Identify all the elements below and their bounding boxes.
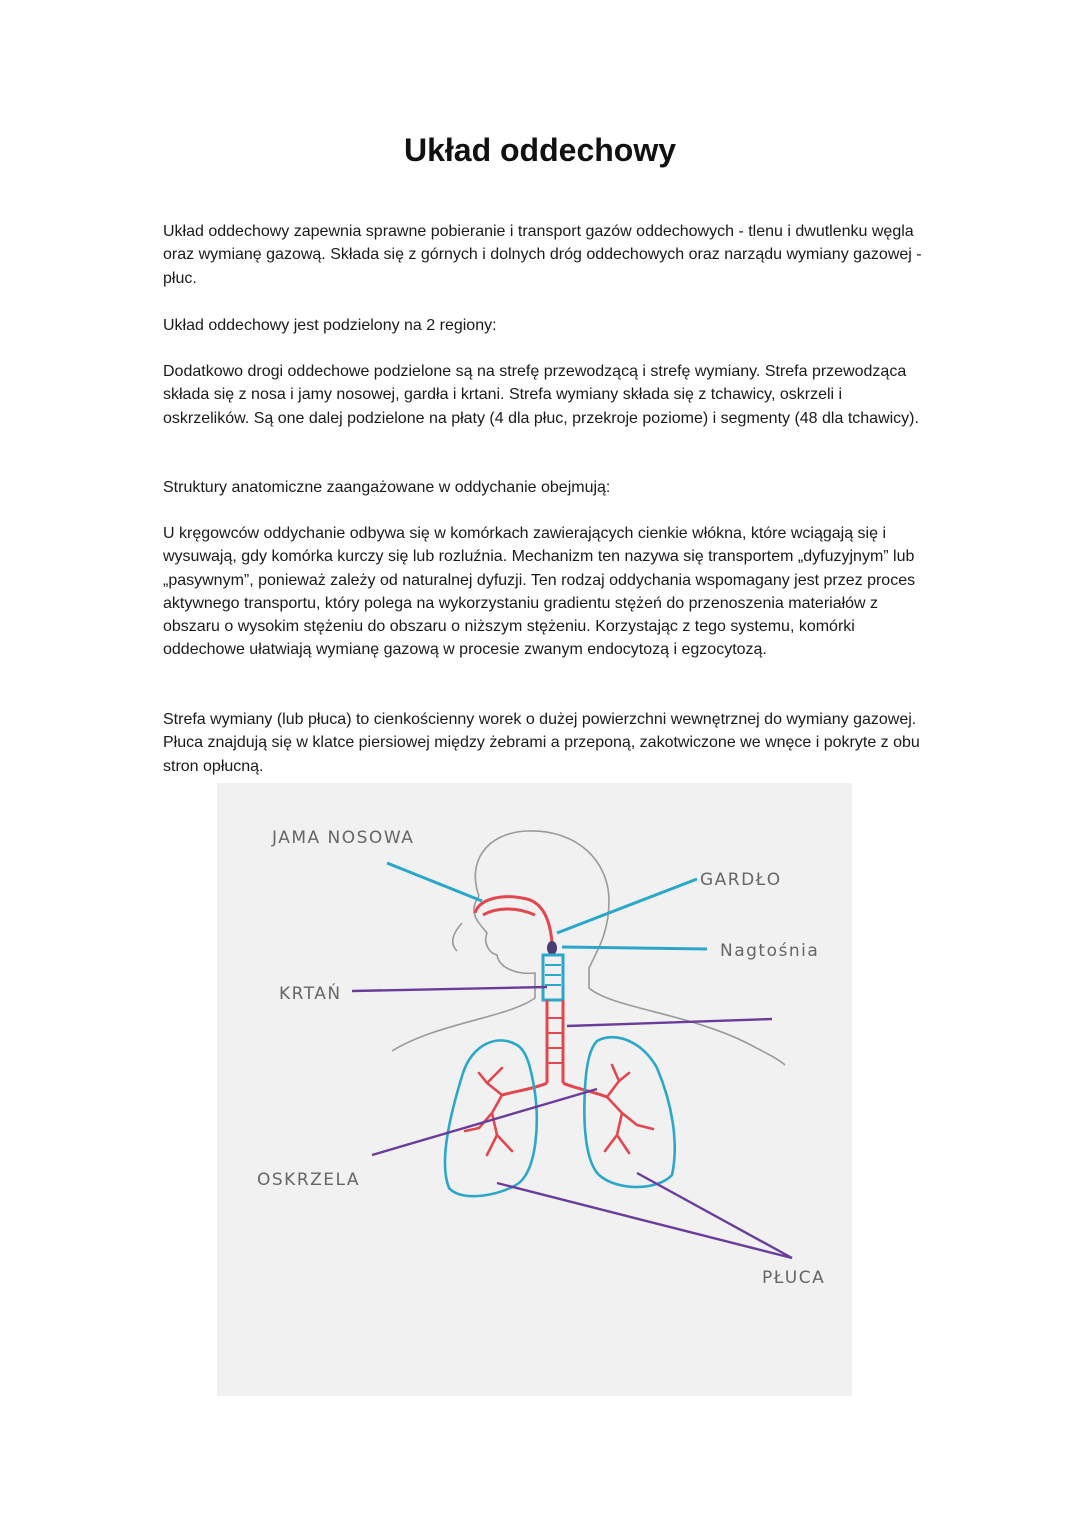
pointer-lines-purple: [352, 987, 792, 1258]
bronchi-branches: [465, 1065, 653, 1155]
paragraph-regions: Układ oddechowy jest podzielony na 2 regiony:: [163, 317, 497, 334]
label-gardlo: GARDŁO: [700, 870, 782, 890]
paragraph-exchange-zone: Strefa wymiany (lub płuca) to cienkościenny worek o dużej powierzchni wewnętrznej do wymiany gazowej. Płuca znajdują się w klatce piersiowej między żebrami a przeponą, zakotwiczone we wnęce i pokryte z obu stron opłucną.: [163, 711, 920, 775]
label-nagtosnia: Nagtośnia: [720, 941, 820, 961]
label-oskrzela: OSKRZELA: [257, 1170, 361, 1190]
paragraph-vertebrates: U kręgowców oddychanie odbywa się w komórkach zawierających cienkie włókna, które wciągają się i wysuwają, gdy komórka kurczy się lub rozluźnia. Mechanizm ten nazywa się transportem „dyfuzyjnym” lub „pasywnym”, ponieważ zależy od naturalnej dyfuzji. Ten rodzaj oddychania wspomagany jest przez proces aktywnego transportu, który polega na wykorzystaniu gradientu stężeń do przenoszenia materiałów z obszaru o wysokim stężeniu do obszaru o niższym stężeniu. Korzystając z tego systemu, komórki oddechowe ułatwiają wymianę gazową w procesie zwanym endocytozą i egzocytozą.: [163, 525, 916, 659]
paragraph-structures: Struktury anatomiczne zaangażowane w oddychanie obejmują:: [163, 479, 611, 496]
page-title: Układ oddechowy: [403, 132, 677, 168]
pointer-lines-cyan: [387, 863, 707, 949]
larynx-rings: [545, 965, 561, 985]
label-pluca: PŁUCA: [762, 1268, 826, 1288]
epiglottis-shape: [547, 941, 557, 955]
label-krtan: KRTAŃ: [279, 984, 342, 1004]
paragraph-intro: Układ oddechowy zapewnia sprawne pobieranie i transport gazów oddechowych - tlenu i dwutlenku węgla oraz wymianę gazową. Składa się z górnych i dolnych dróg oddechowych oraz narządu wymiany gazowej - płuc.: [163, 223, 922, 287]
respiratory-system-drawing: [217, 783, 852, 1396]
drawing-canvas: [217, 783, 852, 1396]
lungs-outline: [445, 1037, 675, 1196]
paragraph-zones: Dodatkowo drogi oddechowe podzielone są na strefę przewodzącą i strefę wymiany. Strefa przewodząca składa się z nosa i jamy nosowej, gardła i krtani. Strefa wymiany składa się z tchawicy, oskrzeli i oskrzelików. Są one dalej podzielone na płaty (4 dla płuc, przekroje poziome) i segmenty (48 dla tchawicy).: [163, 363, 919, 427]
label-jama-nosowa: JAMA NOSOWA: [272, 828, 415, 848]
larynx-shape: [543, 955, 563, 1000]
